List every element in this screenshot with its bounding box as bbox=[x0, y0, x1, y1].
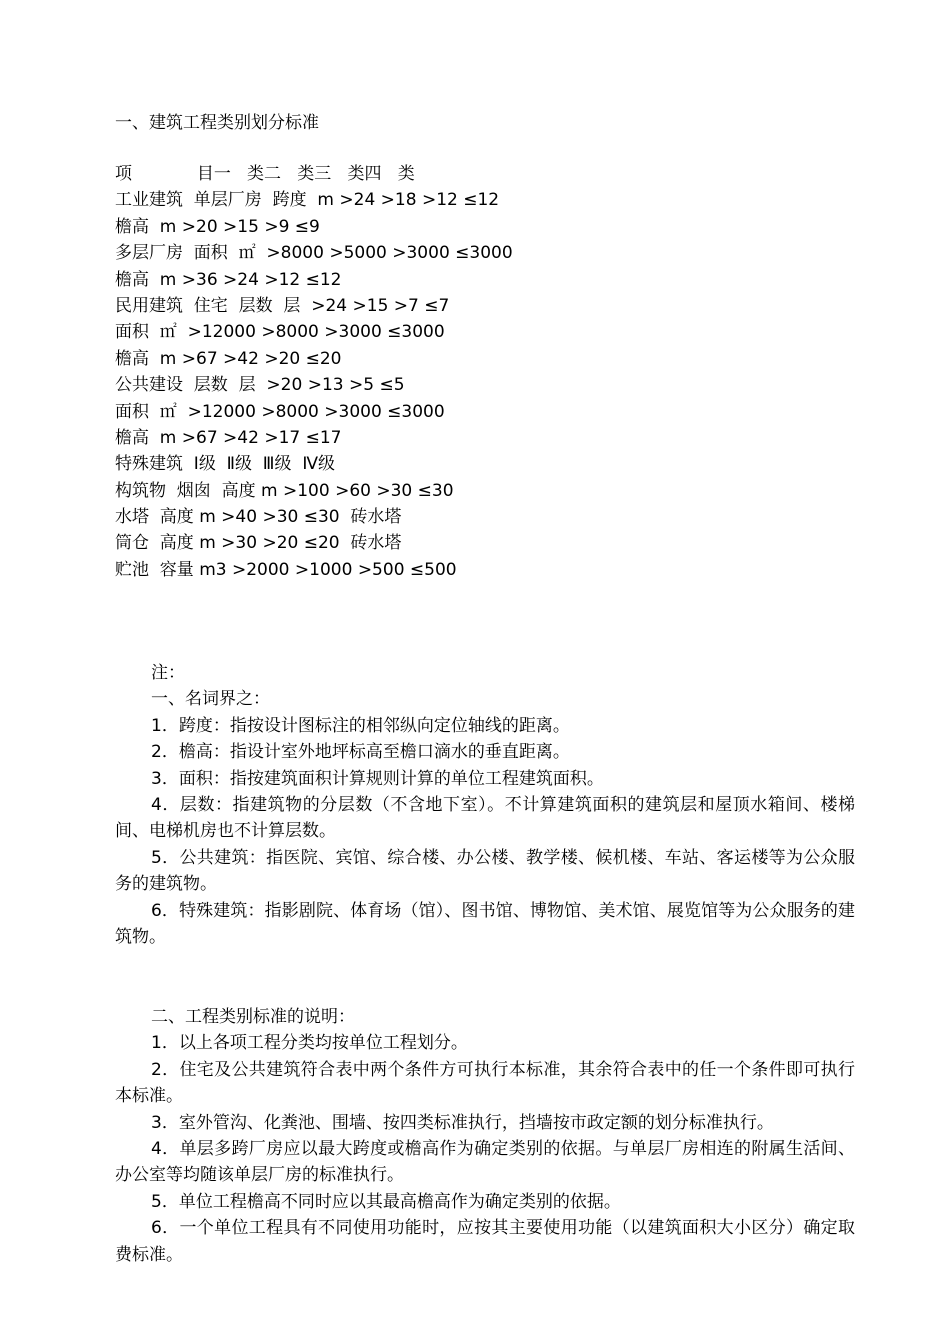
table-row: 特殊建筑 Ⅰ级 Ⅱ级 Ⅲ级 Ⅳ级 bbox=[115, 454, 336, 475]
classification-table bbox=[115, 161, 875, 583]
standard-item: 3．室外管沟、化粪池、围墙、按四类标准执行，挡墙按市政定额的划分标准执行。 bbox=[151, 1112, 774, 1133]
note-item: 5．公共建筑：指医院、宾馆、综合楼、办公楼、教学楼、候机楼、车站、客运楼等为公众服务的建筑物。 bbox=[115, 847, 855, 895]
table-row: 面积 ㎡ >12000 >8000 >3000 ≤3000 bbox=[115, 322, 445, 343]
table-row: 筒仓 高度 m >30 >20 ≤20 砖水塔 bbox=[115, 533, 402, 554]
notes-label: 注： bbox=[151, 663, 185, 683]
standard-item: 1．以上各项工程分类均按单位工程划分。 bbox=[151, 1033, 468, 1054]
standard-item: 2．住宅及公共建筑符合表中两个条件方可执行本标准，其余符合表中的任一个条件即可执行本标准。 bbox=[115, 1059, 855, 1107]
note-item: 4．层数：指建筑物的分层数（不含地下室）。不计算建筑面积的建筑层和屋顶水箱间、楼梯间、电梯机房也不计算层数。 bbox=[115, 795, 855, 842]
standard-item: 4．单层多跨厂房应以最大跨度或檐高作为确定类别的依据。与单层厂房相连的附属生活间、办公室等均随该单层厂房的标准执行。 bbox=[115, 1139, 855, 1186]
table-row: 檐高 m >36 >24 >12 ≤12 bbox=[115, 269, 342, 290]
table-row: 构筑物 烟囱 高度 m >100 >60 >30 ≤30 bbox=[115, 480, 454, 501]
standard-item: 5．单位工程檐高不同时应以其最高檐高作为确定类别的依据。 bbox=[151, 1191, 621, 1212]
section1-title: 一、建筑工程类别划分标准 bbox=[115, 113, 319, 133]
table-row: 公共建设 层数 层 >20 >13 >5 ≤5 bbox=[115, 375, 405, 396]
table-row: 檐高 m >67 >42 >17 ≤17 bbox=[115, 427, 342, 448]
note-item: 2．檐高：指设计室外地坪标高至檐口滴水的垂直距离。 bbox=[151, 742, 570, 763]
note-item: 3．面积：指按建筑面积计算规则计算的单位工程建筑面积。 bbox=[151, 768, 604, 789]
section2-title: 二、工程类别标准的说明： bbox=[151, 1007, 355, 1027]
standard-item: 6．一个单位工程具有不同使用功能时，应按其主要使用功能（以建筑面积大小区分）确定取费标准。 bbox=[115, 1218, 855, 1265]
standards-section bbox=[115, 1004, 855, 1268]
table-row: 民用建筑 住宅 层数 层 >24 >15 >7 ≤7 bbox=[115, 295, 450, 316]
notes-subtitle: 一、名词界之： bbox=[151, 689, 270, 710]
table-row: 工业建筑 单层厂房 跨度 m >24 >18 >12 ≤12 bbox=[115, 190, 500, 211]
note-item: 1．跨度：指按设计图标注的相邻纵向定位轴线的距离。 bbox=[151, 715, 570, 736]
table-row: 多层厂房 面积 ㎡ >8000 >5000 >3000 ≤3000 bbox=[115, 243, 513, 264]
note-item: 6．特殊建筑：指影剧院、体育场（馆）、图书馆、博物馆、美术馆、展览馆等为公众服务的建筑物。 bbox=[115, 900, 855, 948]
table-row: 贮池 容量 m3 >2000 >1000 >500 ≤500 bbox=[115, 559, 457, 580]
table-row: 檐高 m >20 >15 >9 ≤9 bbox=[115, 216, 320, 237]
table-row: 水塔 高度 m >40 >30 ≤30 砖水塔 bbox=[115, 507, 402, 528]
table-row: 檐高 m >67 >42 >20 ≤20 bbox=[115, 348, 342, 369]
table-row: 面积 ㎡ >12000 >8000 >3000 ≤3000 bbox=[115, 401, 445, 422]
table-header-row: 项 目一 类二 类三 类四 类 bbox=[115, 164, 415, 184]
notes-section bbox=[115, 660, 855, 950]
